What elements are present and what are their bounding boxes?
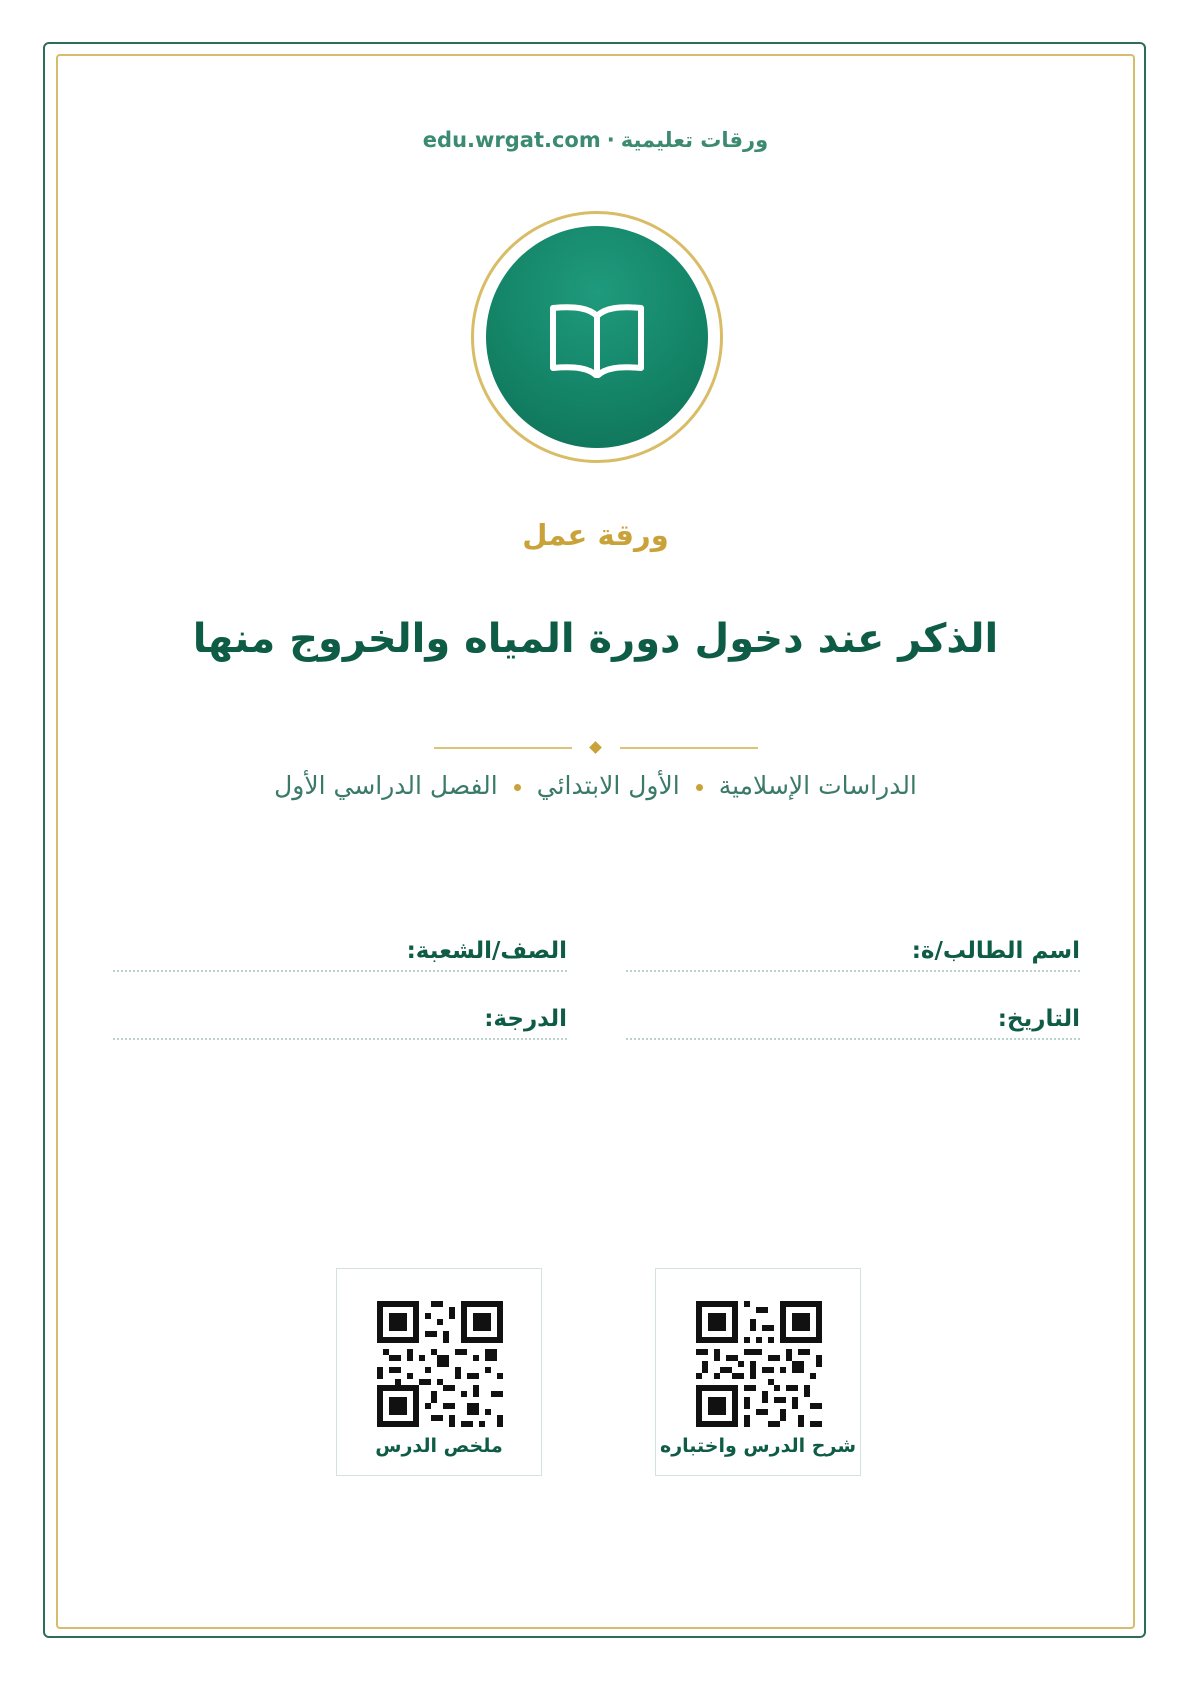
meta-dot	[696, 784, 703, 791]
ornamental-divider	[434, 740, 758, 756]
site-url: edu.wrgat.com	[422, 128, 601, 152]
grade-field[interactable]	[113, 1000, 567, 1040]
date-field[interactable]	[626, 1000, 1080, 1040]
qr-card-lesson-summary[interactable]	[336, 1268, 542, 1476]
meta-grade: الأول الابتدائي	[536, 771, 680, 800]
meta-term: الفصل الدراسي الأول	[274, 771, 498, 800]
site-header	[0, 128, 1191, 152]
worksheet-kicker: ورقة عمل	[522, 518, 669, 552]
student-name-label: اسم الطالب/ة:	[911, 938, 1080, 964]
qr-code-icon	[696, 1301, 822, 1427]
open-book-icon	[547, 298, 647, 378]
qr-caption: ملخص الدرس	[375, 1435, 503, 1457]
site-label: ورقات تعليمية	[620, 128, 769, 152]
student-name-field[interactable]	[626, 932, 1080, 972]
class-section-label: الصف/الشعبة:	[406, 938, 567, 964]
divider-line-right	[620, 747, 758, 749]
date-label: التاريخ:	[997, 1006, 1080, 1032]
separator-dot: ·	[606, 128, 615, 152]
divider-line-left	[434, 747, 572, 749]
emblem-core	[486, 226, 708, 448]
lesson-title: الذكر عند دخول دورة المياه والخروج منها	[192, 616, 999, 662]
divider-diamond	[589, 741, 602, 754]
qr-code-icon	[377, 1301, 503, 1427]
qr-caption: شرح الدرس واختباره	[659, 1435, 857, 1457]
grade-label: الدرجة:	[484, 1006, 567, 1032]
subject-meta	[0, 771, 1191, 800]
meta-subject: الدراسات الإسلامية	[718, 771, 917, 800]
qr-card-lesson-explanation[interactable]	[655, 1268, 861, 1476]
emblem	[471, 211, 723, 463]
meta-dot	[514, 784, 521, 791]
class-section-field[interactable]	[113, 932, 567, 972]
